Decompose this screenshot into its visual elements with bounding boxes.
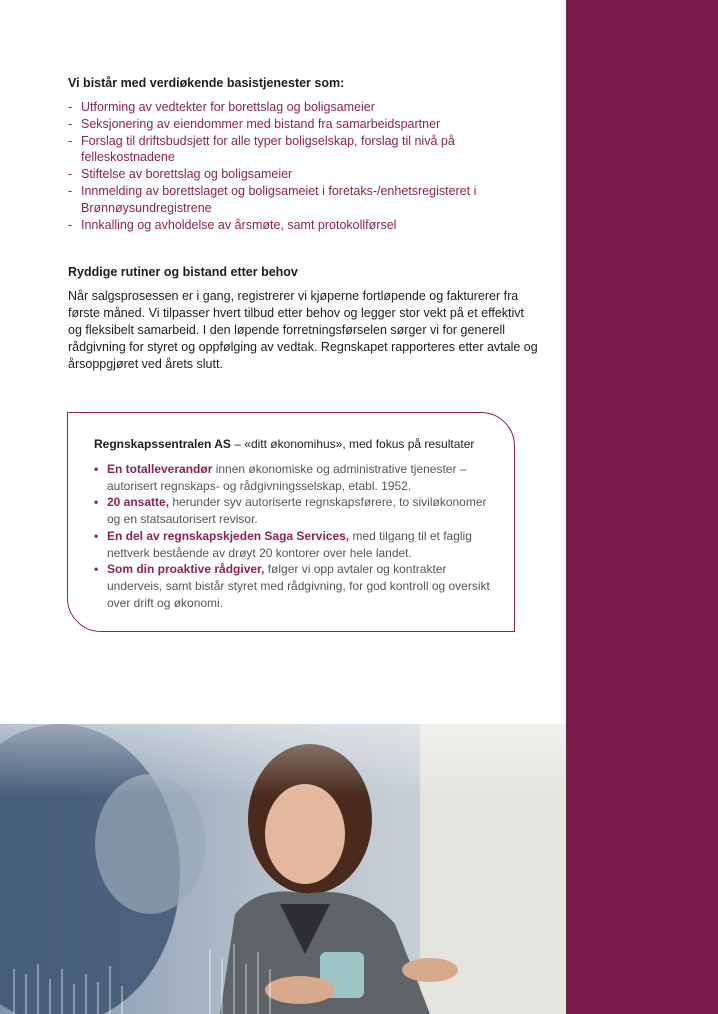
list-item: - Forslag til driftsbudsjett for alle typer boligselskap, forslag til nivå på felleskostnadene	[68, 133, 538, 167]
company-name: Regnskapssentralen AS	[94, 437, 231, 451]
item-highlight: En del av regnskapskjeden Saga Services,	[107, 528, 350, 543]
info-box	[67, 412, 515, 632]
list-item	[94, 494, 494, 527]
item-text: innen økonomiske og administrative tjenester – autorisert regnskaps- og rådgivningsselskap, etabl. 1952.	[107, 462, 467, 493]
list-item	[94, 561, 494, 611]
item-highlight: En totalleverandør	[107, 462, 213, 476]
item-highlight: Som din proaktive rådgiver,	[107, 562, 265, 577]
office-photo	[0, 724, 566, 1014]
info-box-list	[94, 461, 494, 611]
list-item: - Innkalling og avholdelse av årsmøte, samt protokollførsel	[68, 217, 538, 234]
item-text: følger vi opp avtaler og kontrakter underveis, samt bistår styret med rådgivning, for god kontroll og oversikt over drift og økonomi.	[107, 562, 490, 610]
list-item	[94, 461, 494, 494]
info-box-title	[94, 437, 474, 451]
item-highlight: 20 ansatte,	[107, 495, 170, 510]
list-item: - Utforming av vedtekter for borettslag og boligsameier	[68, 99, 538, 116]
service-list	[68, 99, 538, 233]
intro-heading: Vi bistår med verdiøkende basistjenester som:	[68, 76, 345, 90]
sidebar	[566, 0, 718, 1014]
list-item: - Stiftelse av borettslag og boligsameier	[68, 166, 538, 183]
section-heading: Ryddige rutiner og bistand etter behov	[68, 265, 298, 279]
item-text: herunder syv autoriserte regnskapsførere, to siviløkonomer og en statsautorisert revisor.	[107, 495, 487, 527]
item-text: med tilgang til et faglig nettverk bestående av drøyt 20 kontorer over hele landet.	[107, 528, 472, 560]
tagline: – «ditt økonomihus», med fokus på resultater	[230, 437, 475, 451]
list-item: - Seksjonering av eiendommer med bistand fra samarbeidspartner	[68, 116, 538, 133]
photo-illustration	[0, 724, 566, 1014]
section-body: Når salgsprosessen er i gang, registrerer vi kjøperne fortløpende og fakturerer fra første måned. Vi tilpasser hvert tilbud etter behov og legger stor vekt på et effektivt og fleksibelt samarbeid. I den løpende forretningsførselen sørger vi for generell rådgivning for styret og oppfølging av vedtak. Regnskapet rapporteres etter avtale og årsoppgjøret ved årets slutt.	[68, 289, 538, 371]
list-item	[94, 528, 494, 561]
list-item: - Innmelding av borettslaget og boligsameiet i foretaks-/enhetsregisteret i Brønnøysundregistrene	[68, 183, 538, 217]
